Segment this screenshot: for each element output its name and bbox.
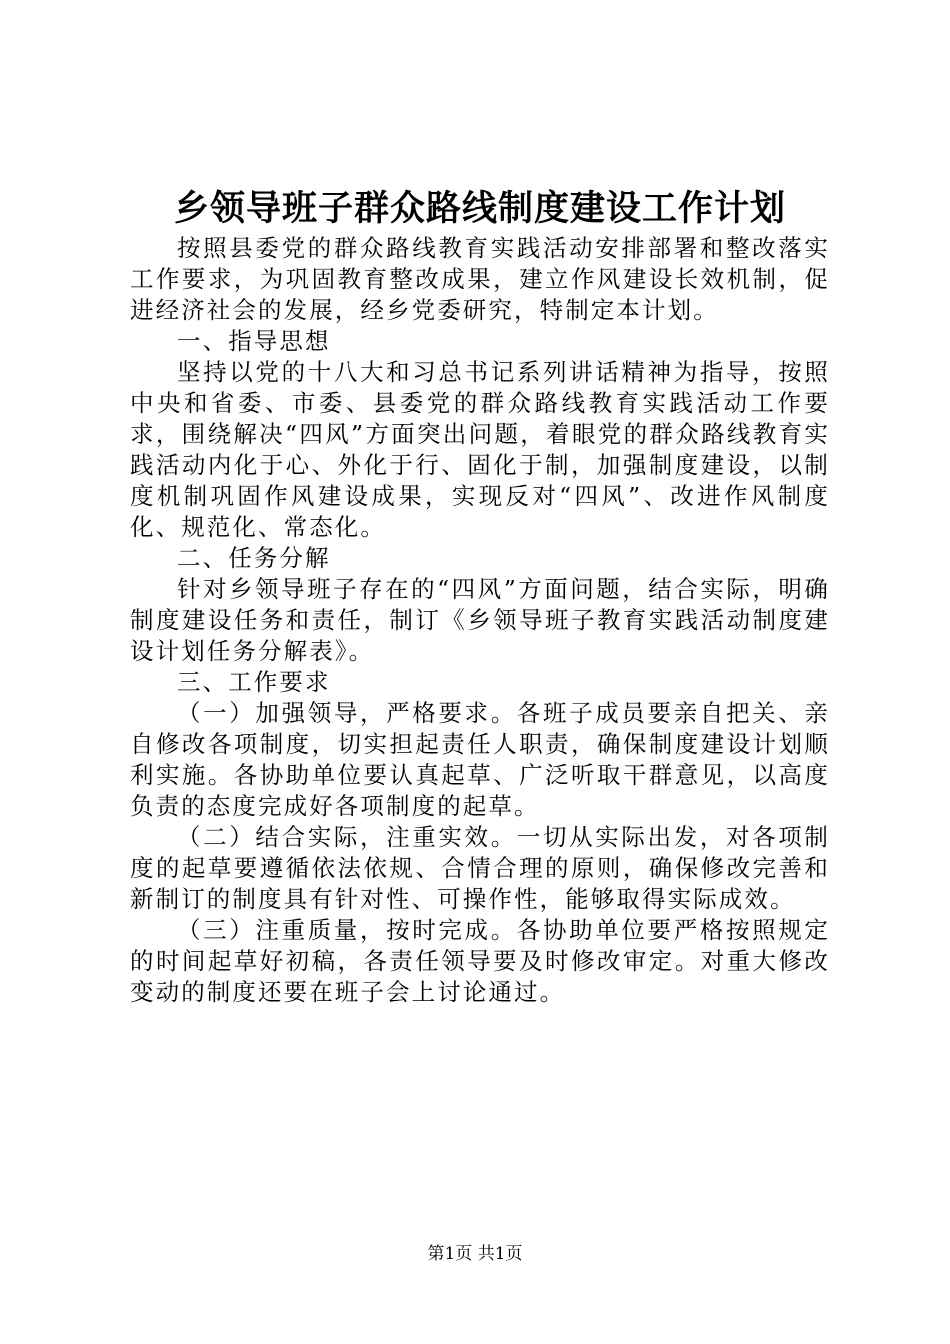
requirement-paragraph-1: （一）加强领导，严格要求。各班子成员要亲自把关、亲自修改各项制度，切实担起责任人职责，确保制度建设计划顺利实施。各协助单位要认真起草、广泛听取干群意见，以高度负责的态度完成好各项制度的起草。 [130, 699, 830, 820]
section-heading-task-breakdown: 二、任务分解 [177, 544, 331, 572]
page-number-footer: 第1页 共1页 [427, 1244, 523, 1264]
section-heading-work-requirements: 三、工作要求 [177, 668, 331, 696]
requirement-paragraph-2: （二）结合实际，注重实效。一切从实际出发，对各项制度的起草要遵循依法依规、合情合理的原则，确保修改完善和新制订的制度具有针对性、可操作性，能够取得实际成效。 [130, 823, 830, 913]
intro-paragraph: 按照县委党的群众路线教育实践活动安排部署和整改落实工作要求，为巩固教育整改成果，建立作风建设长效机制，促进经济社会的发展，经乡党委研究，特制定本计划。 [130, 234, 830, 324]
section-heading-guiding-thought: 一、指导思想 [177, 327, 331, 355]
guiding-thought-paragraph: 坚持以党的十八大和习总书记系列讲话精神为指导，按照中央和省委、市委、县委党的群众路线教育实践活动工作要求，围绕解决“四风”方面突出问题，着眼党的群众路线教育实践活动内化于心、外化于行、固化于制，加强制度建设，以制度机制巩固作风建设成果，实现反对“四风”、改进作风制度化、规范化、常态化。 [130, 358, 830, 541]
document-title: 乡领导班子群众路线制度建设工作计划 [173, 188, 786, 229]
task-breakdown-paragraph: 针对乡领导班子存在的“四风”方面问题，结合实际，明确制度建设任务和责任，制订《乡领导班子教育实践活动制度建设计划任务分解表》。 [130, 575, 830, 665]
requirement-paragraph-3: （三）注重质量，按时完成。各协助单位要严格按照规定的时间起草好初稿，各责任领导要及时修改审定。对重大修改变动的制度还要在班子会上讨论通过。 [130, 916, 830, 1006]
document-body [130, 233, 830, 1008]
